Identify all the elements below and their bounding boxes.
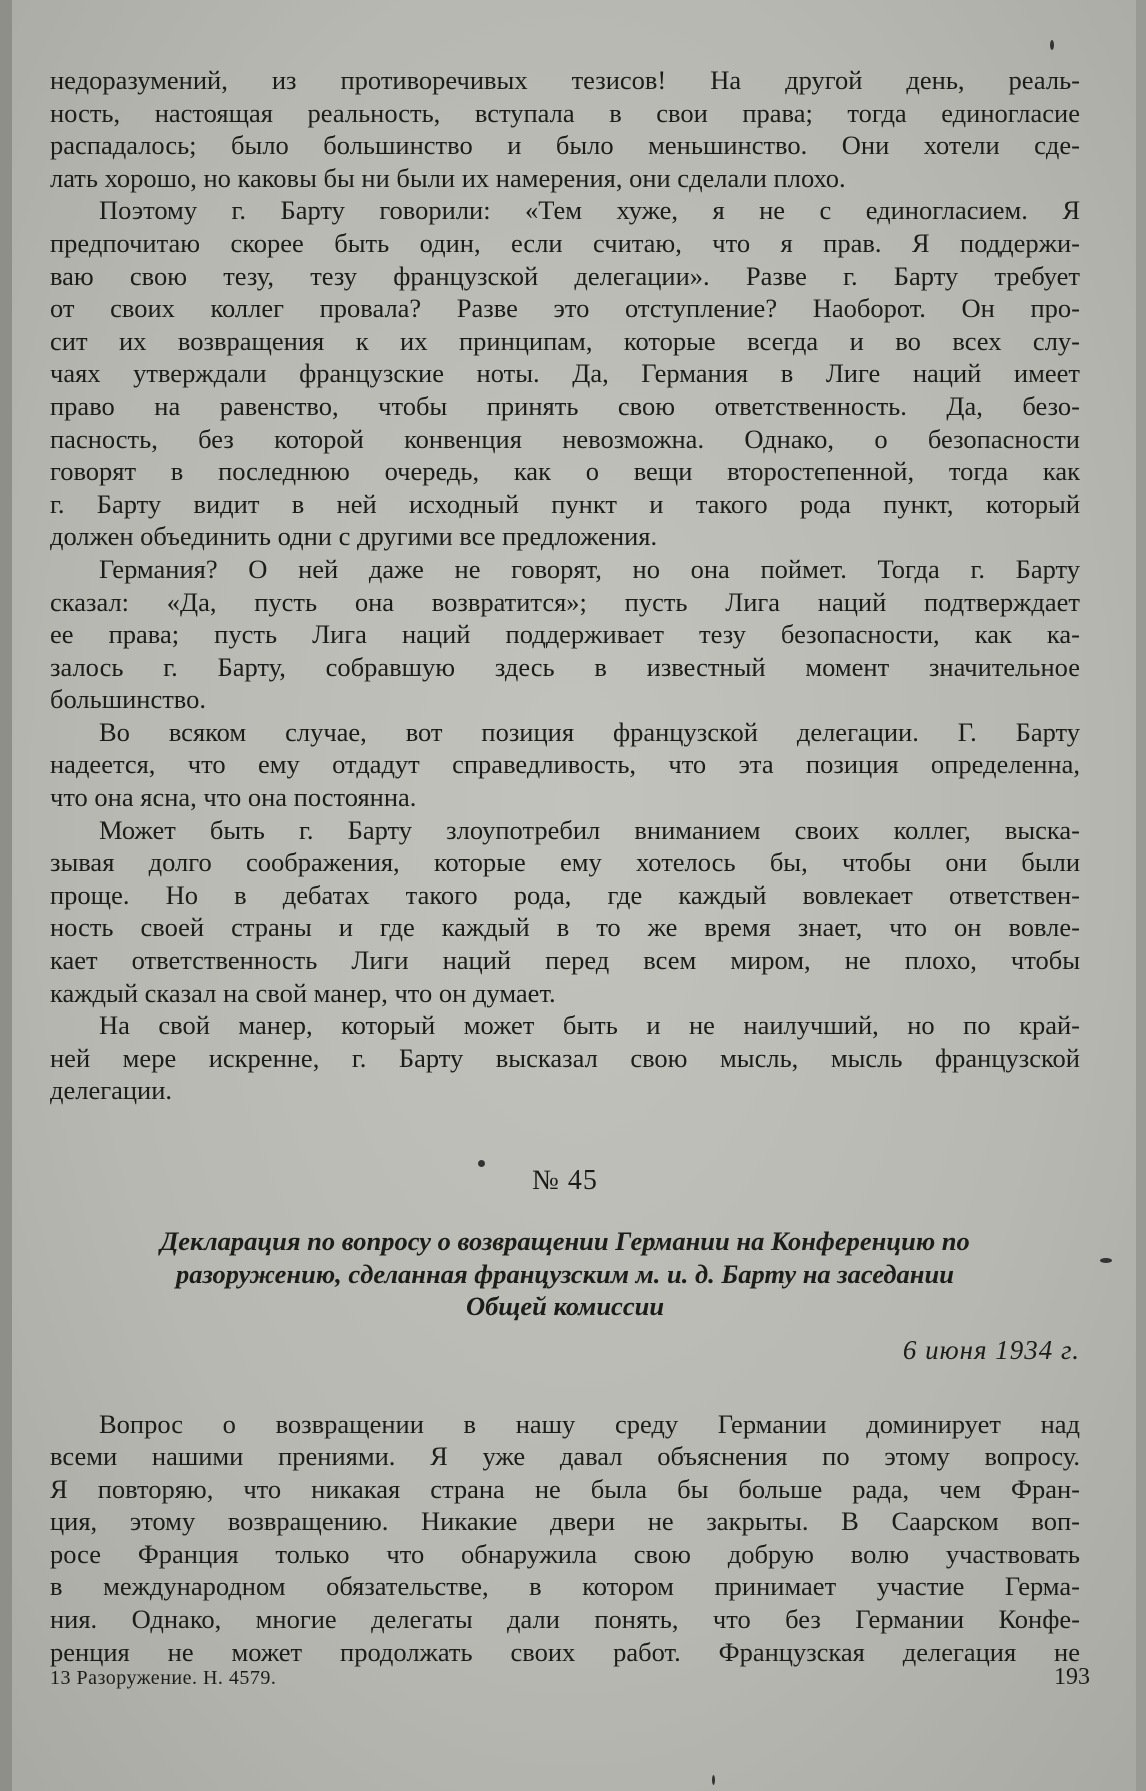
title-line: Декларация по вопросу о возвращении Германии на Конференцию по [160,1226,970,1256]
print-speck [1050,40,1054,50]
body-text-section-2 [50,1408,1080,1669]
text-line: ренция не может продолжать своих работ. Французская делегация не [50,1636,1080,1667]
text-line: Во всяком случае, вот позиция французской делегации. Г. Барту [99,716,1080,747]
text-line: ее права; пусть Лига наций поддерживает тезу безопасности, как ка- [50,619,1080,650]
text-line: от своих коллег провала? Разве это отступление? Наоборот. Он про- [50,293,1080,324]
text-line: зывая долго соображения, которые ему хотелось бы, чтобы они были [50,847,1080,878]
text-line: г. Барту видит в ней исходный пункт и такого рода пункт, который [50,488,1080,519]
title-line: разоружению, сделанная французским м. и. д. Барту на заседании [176,1258,954,1289]
text-line: росе Франция только что обнаружила свою добрую волю участвовать [50,1538,1080,1569]
text-line: распадалось; было большинство и было меньшинство. Они хотели сде- [50,130,1080,161]
text-line: сказал: «Да, пусть она возвратится»; пусть Лига наций подтверждает [50,586,1080,617]
text-line: ность, настоящая реальность, вступала в свои права; тогда единогласие [50,97,1080,128]
page-number: 193 [1054,1664,1090,1690]
text-line: в международном обязательстве, в котором принимает участие Герма- [50,1571,1080,1602]
text-line: Может быть г. Барту злоупотребил вниманием своих коллег, выска- [99,814,1080,845]
text-line: ваю свою тезу, тезу французской делегации». Разве г. Барту требует [50,260,1080,291]
printer-signature: 13 Разоружение. Н. 4579. [50,1667,277,1689]
document-title [50,1225,1080,1323]
document-number: № 45 [532,1165,598,1196]
title-line: Общей комиссии [465,1291,665,1321]
print-speck [1100,1258,1112,1263]
text-line: каждый сказал на свой манер, что он думает. [50,977,556,1008]
page-edge-left [0,0,12,1791]
text-line: ния. Однако, многие делегаты дали понять, что без Германии Конфе- [50,1604,1080,1635]
text-line: говорят в последнюю очередь, как о вещи второстепенной, тогда как [50,456,1080,487]
text-line: залось г. Барту, собравшую здесь в известный момент значительное [50,651,1080,682]
print-speck [712,1775,715,1785]
text-line: Я повторяю, что никакая страна не была бы больше рада, чем Фран- [50,1473,1080,1504]
text-line: недоразумений, из противоречивых тезисов! На другой день, реаль- [50,65,1080,95]
text-line: пасность, без которой конвенция невозможна. Однако, о безопасности [50,423,1080,454]
text-line: большинство. [50,684,207,715]
text-line: сит их возвращения к их принципам, которые всегда и во всех слу- [50,325,1080,356]
text-line: надеется, что ему отдадут справедливость, что эта позиция определенна, [50,749,1080,780]
text-line: право на равенство, чтобы принять свою ответственность. Да, безо- [50,390,1080,421]
print-speck [478,1160,485,1167]
text-line: чаях утверждали французские ноты. Да, Германия в Лиге наций имеет [50,358,1080,389]
page-edge-right [1136,0,1146,1791]
text-line: На свой манер, который может быть и не наилучший, но по край- [99,1010,1080,1041]
text-line: что она ясна, что она постоянна. [50,782,417,813]
document-date: 6 июня 1934 г. [902,1334,1080,1365]
text-line: должен объединить одни с другими все предложения. [50,521,658,552]
body-text-section-1 [50,64,1080,1107]
text-line: всеми нашими прениями. Я уже давал объяснения по этому вопросу. [50,1441,1080,1472]
text-line: ность своей страны и где каждый в то же время знает, что он вовле- [50,912,1080,943]
text-line: делегации. [50,1075,173,1106]
text-line: кает ответственность Лиги наций перед всем миром, не плохо, чтобы [50,945,1080,976]
text-line: предпочитаю скорее быть один, если считаю, что я прав. Я поддержи- [50,227,1080,258]
text-line: Германия? О ней даже не говорят, но она поймет. Тогда г. Барту [99,553,1080,584]
text-line: Вопрос о возвращении в нашу среду Германии доминирует над [99,1408,1080,1439]
text-line: ция, этому возвращению. Никакие двери не закрыты. В Саарском воп- [50,1506,1080,1537]
text-line: ней мере искренне, г. Барту высказал свою мысль, мысль французской [50,1042,1080,1073]
page-footer [50,1664,1090,1691]
text-line: Поэтому г. Барту говорили: «Тем хуже, я не с единогласием. Я [99,195,1080,226]
text-line: проще. Но в дебатах такого рода, где каждый вовлекает ответствен- [50,879,1080,910]
text-line: лать хорошо, но каковы бы ни были их намерения, они сделали плохо. [50,162,846,193]
